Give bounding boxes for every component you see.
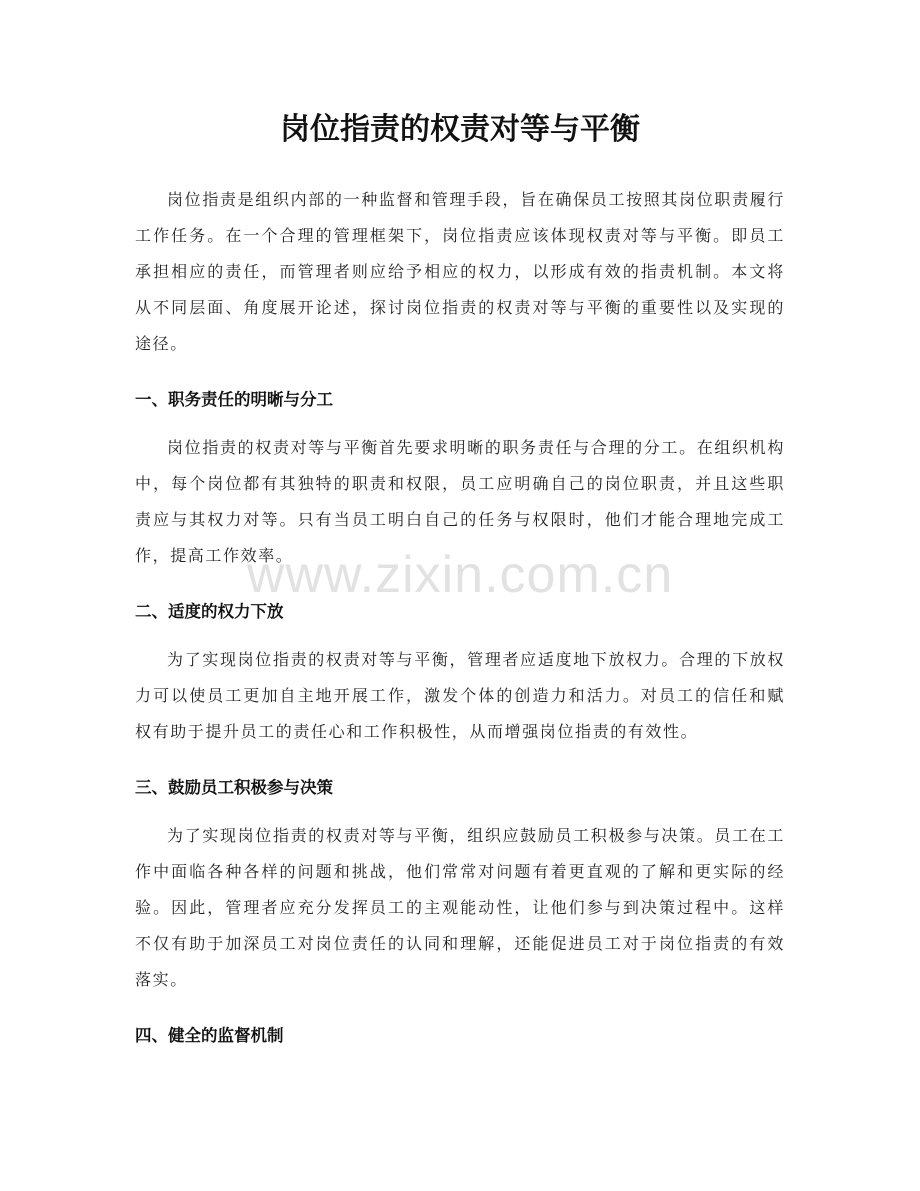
spacer (135, 630, 785, 642)
spacer (135, 362, 785, 382)
section-body-1: 岗位指责的权责对等与平衡首先要求明晰的职务责任与合理的分工。在组织机构中，每个岗位都有其独特的职责和权限，员工应明确自己的岗位职责，并且这些职责应与其权力对等。只有当员工明白自己的任务与权限时，他们才能合理地完成工作，提高工作效率。 (135, 438, 785, 565)
section-heading-3: 三、鼓励员工积极参与决策 (135, 778, 333, 797)
section-body-3: 为了实现岗位指责的权责对等与平衡，组织应鼓励员工积极参与决策。员工在工作中面临各种各样的问题和挑战，他们常常对问题有着更直观的了解和更实际的经验。因此，管理者应充分发挥员工的主观能动性，让他们参与到决策过程中。这样不仅有助于加深员工对岗位责任的认同和理解，还能促进员工对于岗位指责的有效落实。 (135, 826, 785, 989)
section-body-2: 为了实现岗位指责的权责对等与平衡，管理者应适度地下放权力。合理的下放权力可以使员工更加自主地开展工作，激发个体的创造力和活力。对员工的信任和赋权有助于提升员工的责任心和工作积极性，从而增强岗位指责的有效性。 (135, 650, 785, 741)
spacer (135, 574, 785, 594)
spacer (135, 418, 785, 430)
section-heading-4: 四、健全的监督机制 (135, 1026, 284, 1045)
watermark: www.zixin.com.cn (246, 546, 674, 604)
spacer (135, 750, 785, 770)
document-body (135, 182, 785, 1054)
intro-paragraph: 岗位指责是组织内部的一种监督和管理手段，旨在确保员工按照其岗位职责履行工作任务。在一个合理的管理框架下，岗位指责应该体现权责对等与平衡。即员工承担相应的责任，而管理者则应给予相应的权力，以形成有效的指责机制。本文将从不同层面、角度展开论述，探讨岗位指责的权责对等与平衡的重要性以及实现的途径。 (135, 190, 785, 353)
page-title: 岗位指责的权责对等与平衡 (280, 112, 640, 147)
section-heading-2: 二、适度的权力下放 (135, 602, 284, 621)
spacer (135, 806, 785, 818)
spacer (135, 998, 785, 1018)
section-heading-1: 一、职务责任的明晰与分工 (135, 390, 333, 409)
